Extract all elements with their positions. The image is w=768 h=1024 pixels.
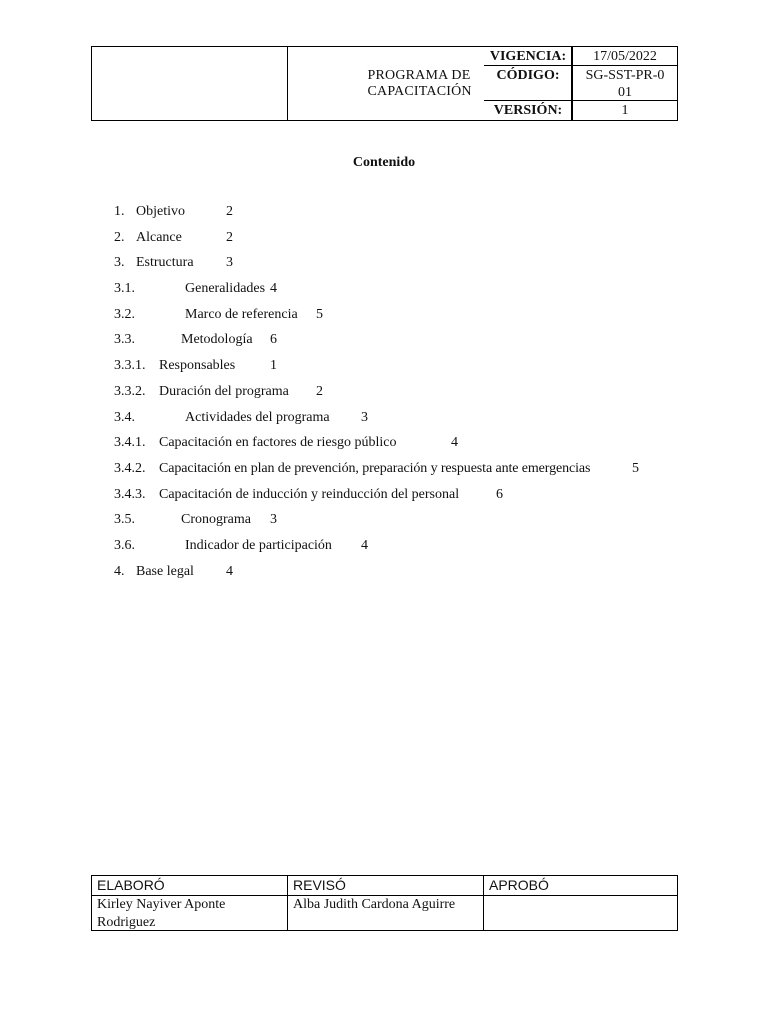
toc-number: 1.	[114, 204, 125, 219]
toc-title: Generalidades	[185, 281, 266, 296]
toc-number: 3.5.	[114, 512, 135, 527]
toc-number: 3.4.3.	[114, 487, 146, 502]
toc-page: 4	[451, 435, 458, 450]
toc-page: 1	[270, 358, 277, 373]
toc-page: 3	[226, 255, 233, 270]
toc-page: 3	[361, 410, 368, 425]
toc-title: Duración del programa	[159, 384, 289, 399]
toc-page: 2	[316, 384, 323, 399]
toc-number: 3.2.	[114, 307, 135, 322]
contents-heading: Contenido	[352, 155, 416, 170]
toc-title: Capacitación de inducción y reinducción del personal	[159, 487, 460, 502]
toc-number: 3.4.1.	[114, 435, 146, 450]
toc-number: 2.	[114, 230, 125, 245]
toc-title: Objetivo	[136, 204, 185, 219]
toc-number: 3.	[114, 255, 125, 270]
vigencia-value: 17/05/2022	[593, 49, 657, 64]
toc-page: 4	[361, 538, 368, 553]
codigo-value	[573, 66, 677, 100]
toc-title: Actividades del programa	[185, 410, 330, 425]
toc-title: Metodología	[181, 332, 253, 347]
toc-page: 5	[632, 461, 639, 476]
toc-title: Alcance	[136, 230, 182, 245]
header-row-codigo	[484, 66, 677, 101]
version-label: VERSIÓN:	[484, 101, 573, 120]
logo-cell	[92, 47, 288, 120]
toc-page: 4	[226, 564, 233, 579]
toc-page: 2	[226, 230, 233, 245]
vigencia-label: VIGENCIA:	[484, 47, 573, 65]
toc-page: 6	[496, 487, 503, 502]
toc-title: Cronograma	[181, 512, 251, 527]
toc-number: 3.3.2.	[114, 384, 146, 399]
reviso-name: Alba Judith Cardona Aguirre	[293, 897, 456, 912]
toc-title: Responsables	[159, 358, 236, 373]
elaboro-header: ELABORÓ	[97, 877, 165, 893]
toc-title: Capacitación en factores de riesgo público	[159, 435, 397, 450]
codigo-label: CÓDIGO:	[484, 66, 573, 100]
document-header-table	[91, 46, 678, 121]
toc-number: 3.3.1.	[114, 358, 146, 373]
toc-page: 2	[226, 204, 233, 219]
toc-title: Indicador de participación	[185, 538, 332, 553]
toc-page: 3	[270, 512, 277, 527]
signature-table	[91, 875, 678, 931]
toc-page: 4	[270, 281, 277, 296]
toc-title: Base legal	[136, 564, 194, 579]
toc-page: 5	[316, 307, 323, 322]
header-row-version	[484, 101, 677, 120]
toc-number: 3.3.	[114, 332, 135, 347]
toc-number: 4.	[114, 564, 125, 579]
aprobo-header: APROBÓ	[489, 877, 549, 893]
document-title: PROGRAMA DE CAPACITACIÓN	[367, 67, 472, 99]
codigo-value-text: SG-SST-PR-001	[585, 68, 665, 100]
toc-title: Capacitación en plan de prevención, preparación y respuesta ante emergencias	[159, 461, 591, 476]
elaboro-name: Kirley Nayiver Aponte Rodriguez	[97, 897, 226, 930]
reviso-header: REVISÓ	[293, 877, 346, 893]
version-value: 1	[621, 103, 629, 118]
toc-number: 3.6.	[114, 538, 135, 553]
toc-number: 3.1.	[114, 281, 135, 296]
toc-number: 3.4.2.	[114, 461, 146, 476]
toc-title: Estructura	[136, 255, 194, 270]
toc-page: 6	[270, 332, 277, 347]
toc-title: Marco de referencia	[185, 307, 298, 322]
header-row-vigencia	[484, 47, 677, 66]
toc-number: 3.4.	[114, 410, 135, 425]
aprobo-name	[484, 895, 677, 896]
